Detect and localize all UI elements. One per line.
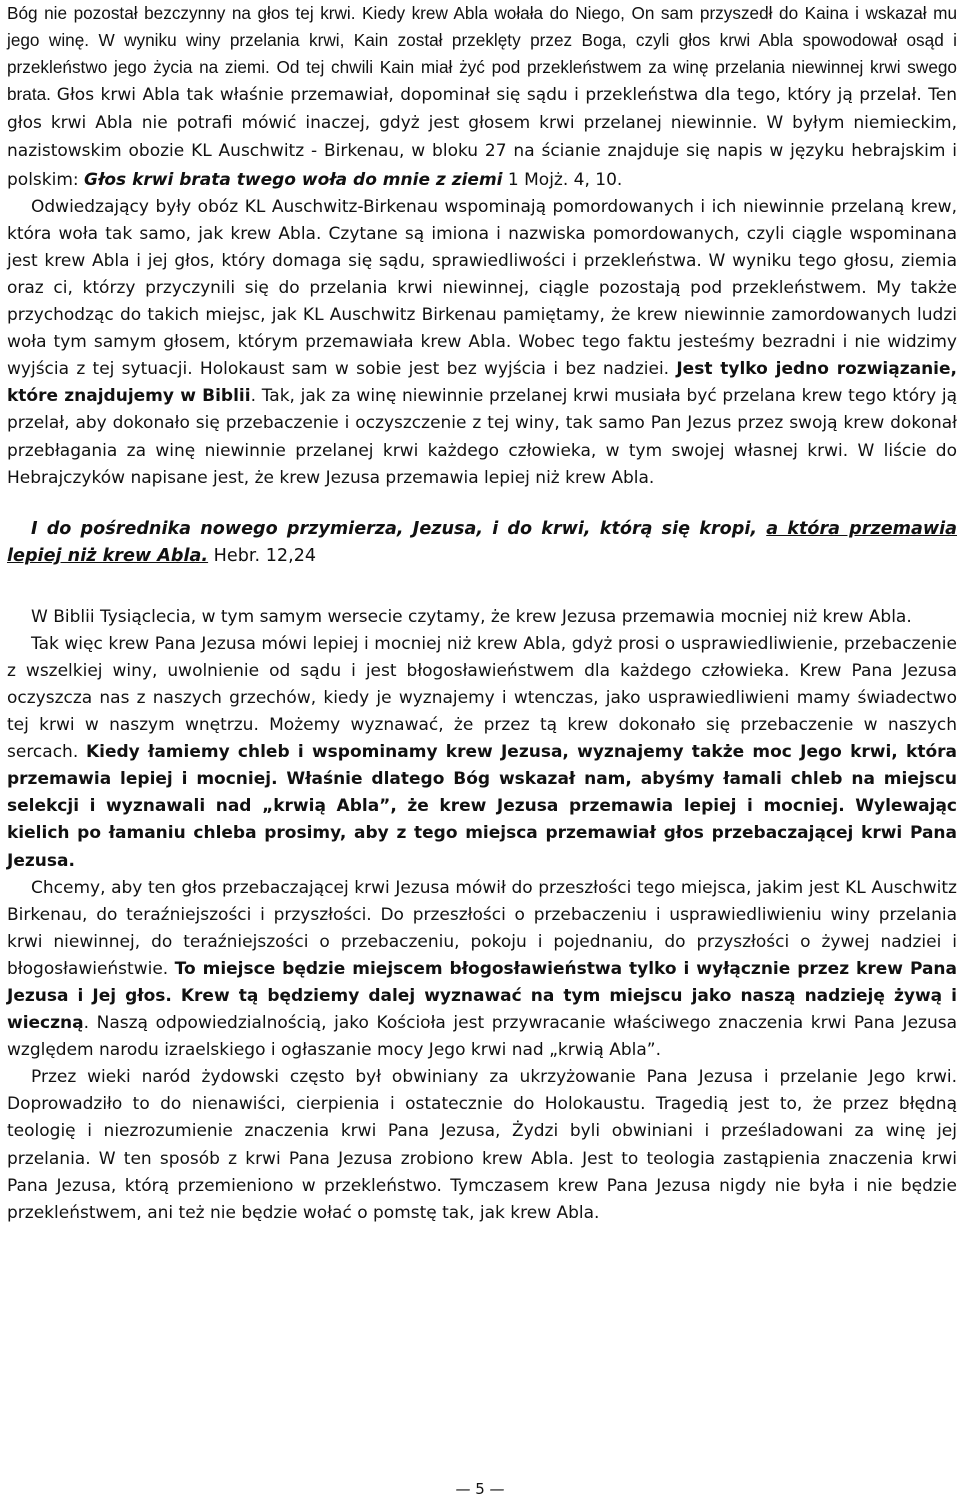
- text-segment: Tak więc krew Pana Jezusa mówi lepiej i mocniej niż krew Abla, gdyż prosi o usprawiedliwienie, przebaczenie z wszelkiej winy, uwolnienie od sądu i jest błogosławieństwem dla każdego człowieka. Krew Pana Jezusa oczyszcza nas z naszych grzechów, kiedy je wyznajemy i wtenczas, jako usprawiedliwieni mamy świadectwo tej krwi w naszym wnętrzu. Możemy wyznawać, że przez tą krew dokonało się przebaczenie w naszych sercach.: [7, 633, 957, 763]
- text-segment: . Tak, jak za winę niewinnie przelanej krwi musiała być przelana krew tego który ją przelał, aby dokonało się przebaczenie i oczyszczenie z tej winy, tak samo Pan Jezus przez swoją krew dokonał przebłagania za winę niewinnie przelanej krwi każdego człowieka, w tym swojej własnej krwi. W liście do Hebrajczyków napisane jest, że krew Jezusa przemawia lepiej niż krew Abla.: [7, 386, 958, 488]
- spacer: [7, 570, 957, 604]
- hebrews-quote: [7, 516, 957, 570]
- text-segment: Bóg nie pozostał bezczynny na głos tej krwi. Kiedy krew Abla wołała do Niego, On sam przyszedł do Kaina i wskazał mu jego winę. W wyniku winy przelania krwi, Kain został przeklęty przez Boga, czyli głos krwi Abla spowodował osąd i przekleństwo jego życia na ziemi. Od tej chwili Kain miał żyć pod przekleństwem za winę przelania niewinnej krwi swego brata.: [7, 3, 957, 105]
- page-number-dash-right: —: [489, 1480, 505, 1498]
- scripture-reference: 1 Mojż. 4, 10.: [502, 169, 623, 190]
- page-number-dash-left: —: [455, 1480, 471, 1498]
- text-segment: Przez wieki naród żydowski często był obwiniany za ukrzyżowanie Pana Jezusa i przelanie Jego krwi. Doprowadziło to do nienawiści, cierpienia i ostatecznie do Holokaustu. Tragedią jest to, że przez błędną teologię i niezrozumienie znaczenia krwi Pana Jezusa, Żydzi byli obwiniani i prześladowani za winę jej przelania. W ten sposób z krwi Pana Jezusa zrobiono krew Abla. Jest to teologia zastąpienia znaczenia krwi Pana Jezusa, którą przemieniono w przekleństwo. Tymczasem krew Pana Jezusa nigdy nie była i nie będzie przekleństwem, ani też nie będzie wołać o pomstę tak, jak krew Abla.: [7, 1067, 957, 1223]
- text-segment: Głos krwi Abla tak właśnie przemawiał, dopominał się sądu i przekleństwa dla tego, który ją przelał. Ten głos krwi Abla nie potrafi mówić inaczej, gdyż jest głosem krwi przelanej niewinnie. W byłym niemieckim, nazistowskim obozie KL Auschwitz - Birkenau, w bloku 27 na ścianie znajduje się napis w języku hebrajskim i polskim:: [7, 85, 957, 190]
- paragraph-blood-of-jesus: [7, 631, 957, 875]
- paragraph-jewish-nation: [7, 1064, 957, 1227]
- document-page: [7, 0, 957, 1227]
- paragraph-tysiaclecia: [7, 604, 957, 631]
- text-segment: . Naszą odpowiedzialnością, jako Kościoła jest przywracanie właściwego znaczenia krwi Pana Jezusa względem narodu izraelskiego i ogłaszanie mocy Jego krwi nad „krwią Abla”.: [7, 1013, 957, 1061]
- quote-text: I do pośrednika nowego przymierza, Jezusa, i do krwi, którą się kropi,: [31, 518, 767, 539]
- paragraph-past-present-future: [7, 875, 957, 1065]
- text-segment: Chcemy, aby ten głos przebaczającej krwi Jezusa mówił do przeszłości tego miejsca, jakim jest KL Auschwitz Birkenau, do teraźniejszości i przyszłości. Do przeszłości o przebaczeniu i usprawiedliwieniu winy przelania krwi niewinnej, do teraźniejszości o przebaczeniu, pokoju i pojednaniu, do przyszłości o żywej nadziei i błogosławieństwie.: [7, 877, 957, 979]
- scripture-reference: Hebr. 12,24: [208, 545, 317, 566]
- paragraph-visitors: [7, 194, 957, 492]
- page-number-value: 5: [475, 1480, 485, 1498]
- bold-statement: Kiedy łamiemy chleb i wspominamy krew Jezusa, wyznajemy także moc Jego krwi, która przemawia lepiej i mocniej. Właśnie dlatego Bóg wskazał nam, abyśmy łamali chleb na miejscu selekcji i wyznawali nad „krwią Abla”, że krew Jezusa przemawia lepiej i mocniej. Wylewając kielich po łamaniu chleba prosimy, aby z tego miejsca przemawiał głos przebaczającej krwi Pana Jezusa.: [7, 742, 957, 871]
- bold-statement: To miejsce będzie miejscem błogosławieństwa tylko i wyłącznie przez krew Pana Jezusa i Jej głos. Krew tą będziemy dalej wyznawać na tym miejscu jako naszą nadzieję żywą i wieczną: [7, 958, 957, 1034]
- quote-underlined-text: a która przemawia lepiej niż krew Abla.: [7, 518, 957, 566]
- paragraph-cain-curse: [7, 0, 957, 194]
- bold-statement: Jest tylko jedno rozwiązanie, które znajdujemy w Biblii: [7, 359, 957, 407]
- inscription-quote: Głos krwi brata twego woła do mnie z ziemi: [84, 169, 503, 190]
- text-segment: W Biblii Tysiąclecia, w tym samym wersecie czytamy, że krew Jezusa przemawia mocniej niż krew Abla.: [31, 606, 912, 627]
- text-segment: Odwiedzający były obóz KL Auschwitz-Birkenau wspominają pomordowanych i ich niewinnie przelaną krew, która woła tak samo, jak krew Abla. Czytane są imiona i nazwiska pomordowanych, czyli ciągle wspominana jest krew Abla i jej głos, który domaga się sądu, sprawiedliwości i przekleństwa. W wyniku tego głosu, ziemia oraz ci, którzy przyczynili się do przelania krwi niewinnej, ciągle pozostają pod przekleństwem. My także przychodząc do takich miejsc, jak KL Auschwitz Birkenau pamiętamy, że krew niewinnie zamordowanych ludzi woła tym samym głosem, którym przemawiała krew Abla. Wobec tego faktu jesteśmy bezradni i nie widzimy wyjścia z tej sytuacji. Holokaust sam w sobie jest bez wyjścia i bez nadziei.: [7, 196, 957, 380]
- page-number: [0, 1480, 960, 1498]
